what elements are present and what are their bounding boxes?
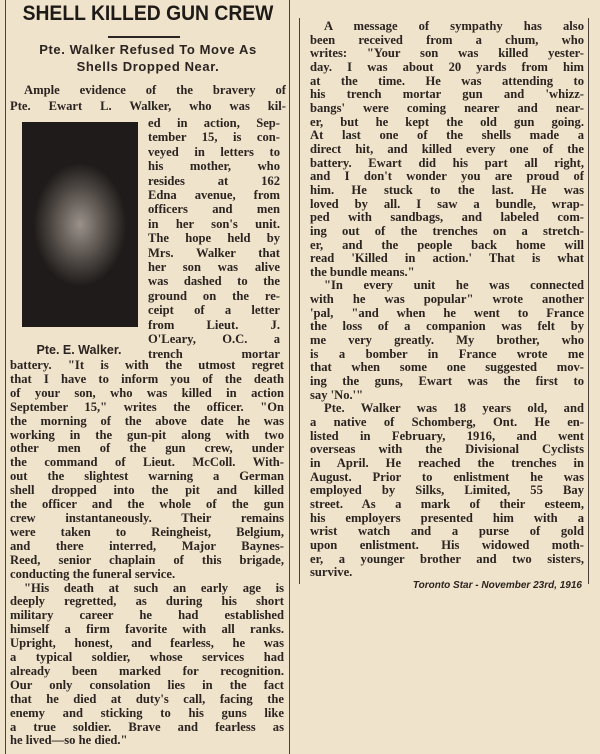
text-line: him. He stuck to the last. He was <box>310 183 584 197</box>
text-line: er, and the people back home will <box>310 238 584 252</box>
text-line: officers and men <box>148 202 280 217</box>
text-line: working in the gun-pit along with two <box>10 428 284 442</box>
text-line: deeply regretted, as during his short <box>10 595 284 609</box>
text-line: employed by Silks, Limited, 55 Bay <box>310 484 584 498</box>
text-line: August. Prior to enlistment he was <box>310 470 584 484</box>
text-line: of your son, who was killed in action <box>10 386 284 400</box>
text-line: with he was popular" wrote another <box>310 293 584 307</box>
text-line: ground on the re- <box>148 288 280 303</box>
article-headline: SHELL KILLED GUN CREW <box>22 2 274 25</box>
text-line: upon enlistment. His widowed moth- <box>310 538 584 552</box>
text-line: the bundle means." <box>310 265 415 279</box>
article-subhead <box>8 41 288 75</box>
text-line: in her son's unit. <box>148 216 280 231</box>
body-text-right <box>310 20 584 580</box>
text-line: Pte. Walker was 18 years old, and <box>324 402 584 416</box>
text-line: Ample evidence of the bravery of <box>24 83 286 97</box>
text-line: battery. "It is with the utmost regret <box>10 359 284 372</box>
text-line: Reed, senior chaplain of this brigade, <box>10 553 284 567</box>
headline-rule <box>108 36 180 38</box>
text-line: ed in action, Sep- <box>148 116 280 130</box>
text-line: his trench mortar gun and 'whizz- <box>310 88 584 102</box>
text-line: trench mortar <box>148 346 280 361</box>
text-line: tember 15, is con- <box>148 130 280 145</box>
portrait-photo <box>22 122 138 327</box>
text-line: a typical soldier, whose services had <box>10 651 284 665</box>
text-line: The hope held by <box>148 231 280 246</box>
text-line: A message of sympathy has also <box>324 20 584 33</box>
text-line: ing the guns, Ewart was the first to <box>310 375 584 389</box>
text-line: loved by all. I saw a bundle, wrap- <box>310 197 584 211</box>
text-line: say 'No.'" <box>310 388 364 402</box>
text-line: that he died at duty's call, facing the <box>10 692 284 706</box>
text-line: resides at 162 <box>148 173 280 188</box>
text-line: at the time. He was attending to <box>310 74 584 88</box>
text-line: the officer and the whole of the gun <box>10 498 284 512</box>
column-divider <box>289 0 290 754</box>
text-line: direct hit, and killed every one of the <box>310 142 584 156</box>
text-line: and there interred, Major Baynes- <box>10 539 284 553</box>
text-line: writes: "Your son was killed yester- <box>310 47 584 61</box>
text-line: bangs' were coming nearer and near- <box>310 101 584 115</box>
text-line: was dashed to the <box>148 274 280 289</box>
text-line: veyed in letters to <box>148 144 280 159</box>
column-border-left <box>5 0 6 754</box>
text-line: a true soldier. Brave and fearless as <box>10 720 284 734</box>
text-line: been received from a chum, who <box>310 33 584 47</box>
text-line: his mother, who <box>148 159 280 174</box>
text-line: wrist watch and a purse of gold <box>310 525 584 539</box>
text-line: ceipt of a letter <box>148 303 280 318</box>
text-line: enemy and sticking to his guns like <box>10 706 284 720</box>
text-line: At last one of the shells made a <box>310 129 584 143</box>
text-line: listed in February, 1916, and went <box>310 429 584 443</box>
text-line: her son was alive <box>148 260 280 275</box>
subhead-line: Shells Dropped Near. <box>76 59 220 74</box>
text-line: Our only consolation lies in the fact <box>10 678 284 692</box>
text-line: and I don't wonder you are proud of <box>310 170 584 184</box>
column-border-right <box>588 18 589 584</box>
text-line: crew instantaneously. Their remains <box>10 511 284 525</box>
wrapped-text <box>148 116 280 361</box>
text-line: 'pal, "and when he went to France <box>310 306 584 320</box>
column-divider-right <box>299 18 300 584</box>
text-line: the morning of the above date he was <box>10 414 284 428</box>
text-line: in April. He reached the trenches in <box>310 457 584 470</box>
text-line: "In every unit he was connected <box>324 279 584 293</box>
text-line: out the slightest warning a German <box>10 470 284 484</box>
text-line: that I have to inform you of the death <box>10 372 284 386</box>
text-line: day. I was about 20 yards from him <box>310 60 584 74</box>
text-line: a native of Schomberg, Ont. He en- <box>310 416 584 430</box>
text-line: Edna avenue, from <box>148 188 280 203</box>
text-line: survive. <box>310 566 353 580</box>
text-line: that when some one suggested mov- <box>310 361 584 375</box>
subhead-line: Pte. Walker Refused To Move As <box>39 42 257 57</box>
text-line: Mrs. Walker that <box>148 245 280 260</box>
text-line: were taken to Reingheist, Belgium, <box>10 525 284 539</box>
body-text-left <box>10 359 284 748</box>
text-line: conducting the funeral service. <box>10 567 176 581</box>
text-line: O'Leary, O.C. a <box>148 332 280 347</box>
text-line: read 'Killed in action.' That is what <box>310 252 584 266</box>
text-line: shell dropped into the pit and killed <box>10 484 284 498</box>
text-line: ing out of the trenches on a stretch- <box>310 224 584 238</box>
text-line: er, but he kept the old gun going. <box>310 115 584 129</box>
text-line: me very greatly. My brother, who <box>310 334 584 348</box>
text-line: Upright, honest, and fearless, he was <box>10 637 284 651</box>
text-line: the command of Lieut. McColl. With- <box>10 456 284 470</box>
text-line: is a bomber in France wrote me <box>310 347 584 361</box>
text-line: "His death at such an early age is <box>24 581 284 595</box>
source-credit: Toronto Star - November 23rd, 1916 <box>412 580 582 591</box>
text-line: military career he had established <box>10 609 284 623</box>
intro-text <box>10 82 286 114</box>
text-line: already been marked for recognition. <box>10 664 284 678</box>
text-line: other men of the gun crew, under <box>10 442 284 456</box>
text-line: the loss of a companion was felt by <box>310 320 584 334</box>
text-line: September 15," writes the officer. "On <box>10 400 284 414</box>
text-line: overseas with the Divisional Cyclists <box>310 443 584 457</box>
text-line: battery. Ewart did his part all right, <box>310 156 584 170</box>
photo-caption: Pte. E. Walker. <box>36 343 122 357</box>
text-line: himself a firm favorite with all ranks. <box>10 623 284 637</box>
text-line: from Lieut. J. <box>148 317 280 332</box>
text-line: Pte. Ewart L. Walker, who was kil- <box>10 99 286 113</box>
text-line: street. As a mark of their esteem, <box>310 497 584 511</box>
text-line: ped with sandbags, and labeled com- <box>310 211 584 225</box>
text-line: his employers presented him with a <box>310 511 584 525</box>
text-line: er, a younger brother and two sisters, <box>310 552 584 566</box>
text-line: he lived—so he died." <box>10 734 128 748</box>
